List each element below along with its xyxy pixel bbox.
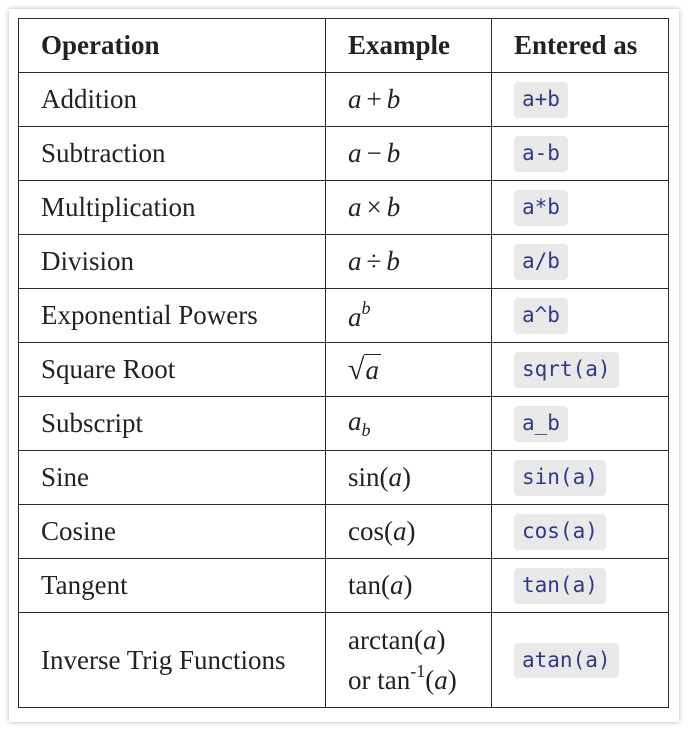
math-var: a bbox=[348, 192, 362, 223]
math-var: b bbox=[386, 84, 401, 115]
math-var: b bbox=[386, 138, 401, 169]
table-row bbox=[19, 505, 669, 559]
entered-code: cos(a) bbox=[514, 514, 606, 549]
math-var: a bbox=[390, 570, 404, 601]
example-math bbox=[326, 289, 492, 343]
operation-name: Multiplication bbox=[19, 181, 326, 235]
entered-code: sqrt(a) bbox=[514, 352, 619, 387]
example-math bbox=[326, 73, 492, 127]
table-row bbox=[19, 181, 669, 235]
table-row bbox=[19, 73, 669, 127]
math-operator: × bbox=[366, 192, 382, 223]
entered-cell bbox=[492, 559, 669, 613]
example-math: sin(a) bbox=[326, 451, 492, 505]
table-row bbox=[19, 559, 669, 613]
entered-code: sin(a) bbox=[514, 460, 606, 495]
math-function: arctan bbox=[348, 625, 414, 656]
math-var: a bbox=[434, 664, 448, 695]
operations-card bbox=[9, 9, 679, 722]
entered-cell bbox=[492, 289, 669, 343]
entered-code: a*b bbox=[514, 190, 568, 225]
table-row bbox=[19, 343, 669, 397]
table-row bbox=[19, 289, 669, 343]
math-operator: − bbox=[366, 138, 382, 169]
entered-code: a/b bbox=[514, 244, 568, 279]
table-header-row bbox=[19, 19, 669, 73]
entered-cell bbox=[492, 451, 669, 505]
math-var: a bbox=[388, 462, 403, 493]
operation-name: Tangent bbox=[19, 559, 326, 613]
math-var: b bbox=[386, 246, 400, 277]
math-superscript: b bbox=[361, 297, 371, 318]
example-math: cos(a) bbox=[326, 505, 492, 559]
table-row bbox=[19, 127, 669, 181]
header-operation: Operation bbox=[19, 19, 326, 73]
table-row bbox=[19, 235, 669, 289]
operation-name: Sine bbox=[19, 451, 326, 505]
math-superscript: -1 bbox=[410, 660, 426, 681]
math-function: tan bbox=[348, 570, 381, 601]
math-operator: + bbox=[366, 84, 382, 115]
table-row bbox=[19, 397, 669, 451]
square-root-icon: √ bbox=[348, 352, 365, 386]
operation-name: Subscript bbox=[19, 397, 326, 451]
header-entered-as: Entered as bbox=[492, 19, 669, 73]
operation-name: Subtraction bbox=[19, 127, 326, 181]
math-var: a bbox=[393, 516, 407, 547]
entered-code: a^b bbox=[514, 298, 568, 333]
entered-cell bbox=[492, 181, 669, 235]
operation-name: Square Root bbox=[19, 343, 326, 397]
math-var: a bbox=[348, 406, 362, 437]
example-math bbox=[326, 613, 492, 708]
math-function: cos bbox=[348, 516, 384, 547]
operation-name: Exponential Powers bbox=[19, 289, 326, 343]
header-example: Example bbox=[326, 19, 492, 73]
entered-cell bbox=[492, 235, 669, 289]
math-var: a bbox=[348, 301, 362, 332]
example-math: tan(a) bbox=[326, 559, 492, 613]
entered-cell bbox=[492, 505, 669, 559]
math-var: a bbox=[365, 354, 379, 385]
entered-code: a_b bbox=[514, 406, 568, 441]
math-var: a bbox=[422, 625, 437, 656]
entered-code: tan(a) bbox=[514, 568, 606, 603]
entered-code: a-b bbox=[514, 136, 568, 171]
math-function: tan bbox=[377, 664, 411, 695]
entered-cell bbox=[492, 127, 669, 181]
math-line: or $\tan^{-1}(a)$ bbox=[348, 660, 457, 695]
example-math bbox=[326, 343, 492, 397]
operation-name: Addition bbox=[19, 73, 326, 127]
operation-name: Division bbox=[19, 235, 326, 289]
table-row bbox=[19, 613, 669, 708]
math-function: sin bbox=[348, 462, 380, 493]
math-var: b bbox=[386, 192, 401, 223]
math-line: arctan(a) bbox=[348, 625, 446, 656]
entered-cell bbox=[492, 343, 669, 397]
example-math bbox=[326, 127, 492, 181]
example-math bbox=[326, 235, 492, 289]
math-operator: ÷ bbox=[366, 246, 382, 277]
entered-code: a+b bbox=[514, 82, 568, 117]
entered-cell bbox=[492, 397, 669, 451]
example-math bbox=[326, 397, 492, 451]
operations-table bbox=[18, 18, 669, 708]
math-var: a bbox=[348, 138, 362, 169]
math-subscript: b bbox=[361, 420, 371, 441]
table-row bbox=[19, 451, 669, 505]
entered-cell bbox=[492, 73, 669, 127]
entered-code: atan(a) bbox=[514, 643, 619, 678]
operation-name: Cosine bbox=[19, 505, 326, 559]
entered-cell bbox=[492, 613, 669, 708]
math-var: a bbox=[348, 84, 362, 115]
example-math bbox=[326, 181, 492, 235]
math-connector: or bbox=[348, 664, 371, 695]
operation-name: Inverse Trig Functions bbox=[19, 613, 326, 708]
math-var: a bbox=[348, 246, 362, 277]
